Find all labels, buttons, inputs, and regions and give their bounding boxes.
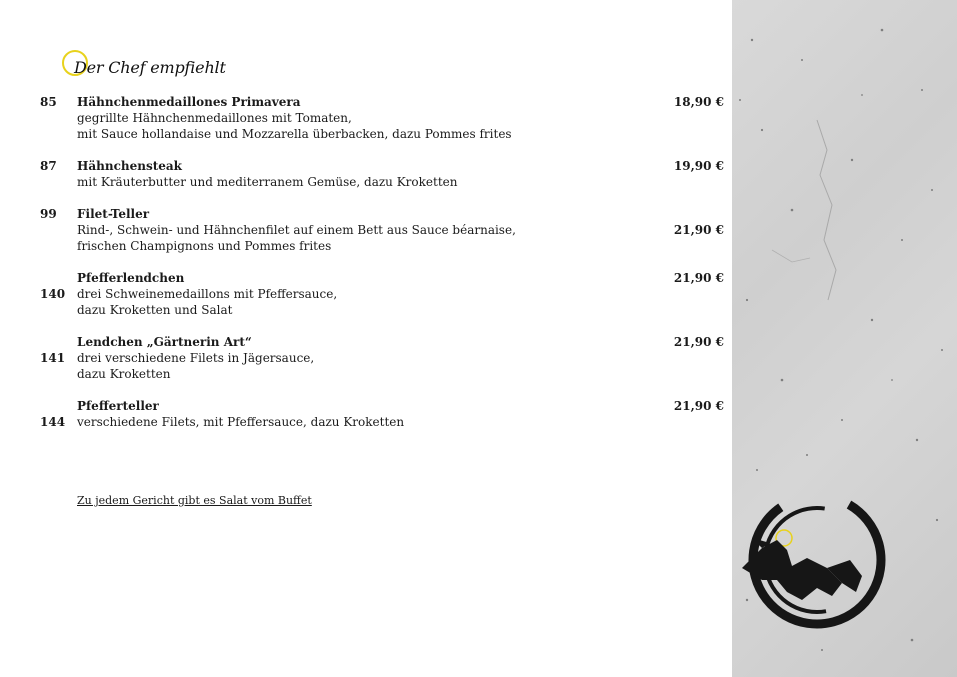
item-description: frischen Champignons und Pommes frites [77, 239, 332, 253]
item-number: 87 [40, 159, 57, 173]
item-name: Pfefferteller [77, 399, 159, 413]
item-description: mit Sauce hollandaise und Mozzarella überbacken, dazu Pommes frites [77, 127, 512, 141]
item-name: Hähnchensteak [77, 159, 182, 173]
item-description: drei Schweinemedaillons mit Pfeffersauce, [77, 287, 338, 301]
item-content [77, 398, 637, 430]
item-number: 141 [40, 351, 66, 365]
salad-buffet-note: Zu jedem Gericht gibt es Salat vom Buffet [77, 494, 312, 507]
item-content [77, 334, 637, 382]
item-name: Pfefferlendchen [77, 271, 185, 285]
item-content [77, 206, 637, 254]
item-price: 19,90 € [673, 159, 724, 173]
item-number: 144 [40, 415, 66, 429]
item-number: 140 [40, 287, 66, 301]
item-name: Hähnchenmedaillones Primavera [77, 95, 301, 109]
item-description: drei verschiedene Filets in Jägersauce, [77, 351, 315, 365]
item-price: 21,90 € [673, 335, 724, 349]
item-content [77, 270, 637, 318]
item-price: 21,90 € [673, 271, 724, 285]
item-description: dazu Kroketten [77, 367, 171, 381]
knight-dragon-logo [732, 488, 902, 638]
item-name: Lendchen „Gärtnerin Art“ [77, 335, 252, 349]
page-title: Der Chef empfiehlt [74, 58, 226, 77]
item-number: 99 [40, 207, 57, 221]
item-description: gegrillte Hähnchenmedaillones mit Tomaten, [77, 111, 352, 125]
item-description: verschiedene Filets, mit Pfeffersauce, dazu Kroketten [77, 415, 405, 429]
item-name: Filet-Teller [77, 207, 150, 221]
item-content [77, 94, 637, 142]
item-number: 85 [40, 95, 57, 109]
item-price: 21,90 € [673, 223, 724, 237]
item-description: dazu Kroketten und Salat [77, 303, 233, 317]
item-price: 18,90 € [673, 95, 724, 109]
item-price: 21,90 € [673, 399, 724, 413]
item-description: Rind-, Schwein- und Hähnchenfilet auf einem Bett aus Sauce béarnaise, [77, 223, 516, 237]
item-description: mit Kräuterbutter und mediterranem Gemüse, dazu Kroketten [77, 175, 458, 189]
item-content [77, 158, 637, 190]
